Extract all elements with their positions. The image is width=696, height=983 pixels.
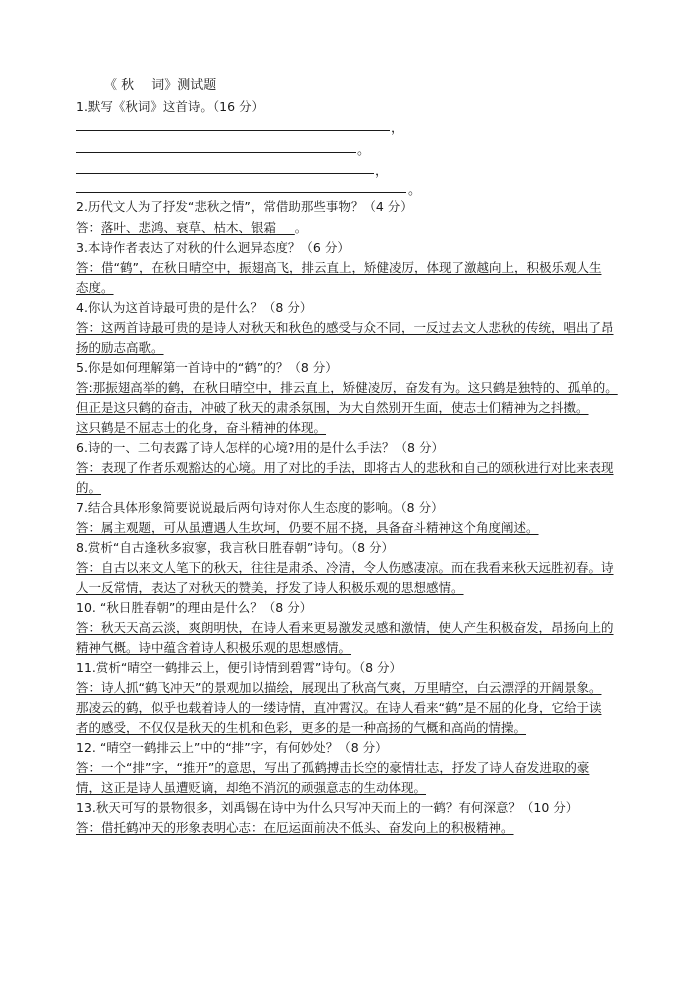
answer-2-gap [276,220,295,235]
question-12: 12. “晴空一鹤排云上”中的“排”字，有何妙处？（8 分） [76,740,388,755]
answer-2-end: 。 [294,220,308,235]
answer-12-line-2: 情，这正是诗人虽遭贬谪，却绝不消沉的顽强意志的生动体现。 [76,780,427,795]
answer-10-line-2: 精神气概。诗中蕴含着诗人积极乐观的思想感情。 [76,640,352,655]
question-13: 13.秋天可写的景物很多，刘禹锡在诗中为什么只写冲天而上的一鹤？有何深意？（10 分） [76,800,579,815]
answer-8-line-2: 人一反常情，表达了对秋天的赞美，抒发了诗人积极乐观的思想感情。 [76,580,464,595]
question-4: 4.你认为这首诗最可贵的是什么？（8 分） [76,300,313,315]
blank-4-punct: 。 [408,183,422,198]
answer-2 [76,220,307,236]
question-6: 6.诗的一、二句表露了诗人怎样的心境?用的是什么手法？（8 分） [76,440,444,455]
answer-11-line-2: 那凌云的鹤，似乎也载着诗人的一缕诗情，直冲霄汉。在诗人看来“鹤”是不屈的化身，它给于读 [76,700,602,715]
question-1: 1.默写《秋词》这首诗。（16 分） [76,99,265,114]
answer-11-line-1: 答：诗人抓“鹤飞冲天”的景观加以描绘，展现出了秋高气爽，万里晴空，白云漂浮的开阔景象。 [76,680,602,695]
answer-8-line-1: 答：自古以来文人笔下的秋天，往往是肃杀、冷清，令人伤感凄凉。而在我看来秋天远胜初春。诗 [76,560,614,575]
answer-3-line-2: 态度。 [76,280,114,295]
answer-2-text: 落叶、悲鸿、衰草、枯木、银霜 [101,220,277,235]
answer-10-line-1: 答：秋天天高云淡，爽朗明快，在诗人看来更易激发灵感和激情，使人产生积极奋发，昂扬向上的 [76,620,614,635]
answer-blank-4 [76,192,406,193]
answer-4-line-1: 答：这两首诗最可贵的是诗人对秋天和秋色的感受与众不同，一反过去文人悲秋的传统，唱出了昂 [76,320,614,335]
question-8: 8.赏析“自古逢秋多寂寥，我言秋日胜春朝”诗句。（8 分） [76,540,395,555]
answer-4-line-2: 扬的励志高歌。 [76,340,164,355]
answer-blank-1 [76,130,390,131]
answer-5-line-3: 这只鹤是不屈志士的化身，奋斗精神的体现。 [76,420,327,435]
question-3: 3.本诗作者表达了对秋的什么迥异态度？（6 分） [76,240,350,255]
answer-2-prefix: 答： [76,220,102,235]
answer-6-line-2: 的。 [76,480,102,495]
question-2: 2.历代文人为了抒发“悲秋之情”，常借助那些事物？（4 分） [76,199,413,214]
blank-1-punct: ， [391,121,405,136]
answer-3-line-1: 答：借“鹤”，在秋日晴空中，振翅高飞，排云直上，矫健凌厉，体现了激越向上，积极乐观人生 [76,260,602,275]
answer-13: 答：借托鹤冲天的形象表明心志：在厄运面前决不低头、奋发向上的积极精神。 [76,820,514,835]
answer-blank-3 [76,173,374,174]
answer-7: 答：属主观题，可从虽遭遇人生坎坷，仍要不屈不挠，具备奋斗精神这个角度阐述。 [76,520,539,535]
answer-6-line-1: 答：表现了作者乐观豁达的心境。用了对比的手法，即将古人的悲秋和自己的颂秋进行对比来表现 [76,460,614,475]
answer-11-line-3: 者的感受，不仅仅是秋天的生机和色彩，更多的是一种高扬的气概和高尚的情操。 [76,720,527,735]
blank-3-punct: ， [375,164,389,179]
answer-5-line-1: 答:那振翅高举的鹤，在秋日晴空中，排云直上，矫健凌厉，奋发有为。这只鹤是独特的、孤单的。 [76,380,618,395]
question-10: 10. “秋日胜春朝”的理由是什么？（8 分） [76,600,313,615]
page-title: 《 秋 词》测试题 [104,78,217,93]
question-7: 7.结合具体形象简要说说最后两句诗对你人生态度的影响。（8 分） [76,500,444,515]
answer-12-line-1: 答：一个“排”字，“推开”的意思，写出了孤鹤搏击长空的豪情壮志，抒发了诗人奋发进取的豪 [76,760,590,775]
answer-5-line-2: 但正是这只鹤的奋击，冲破了秋天的肃杀氛围，为大自然别开生面，使志士们精神为之抖擞。 [76,400,589,415]
answer-blank-2 [76,152,356,153]
question-11: 11.赏析“晴空一鹤排云上，便引诗情到碧霄”诗句。（8 分） [76,660,403,675]
blank-2-punct: 。 [357,143,371,158]
question-5: 5.你是如何理解第一首诗中的“鹤”的？（8 分） [76,360,338,375]
